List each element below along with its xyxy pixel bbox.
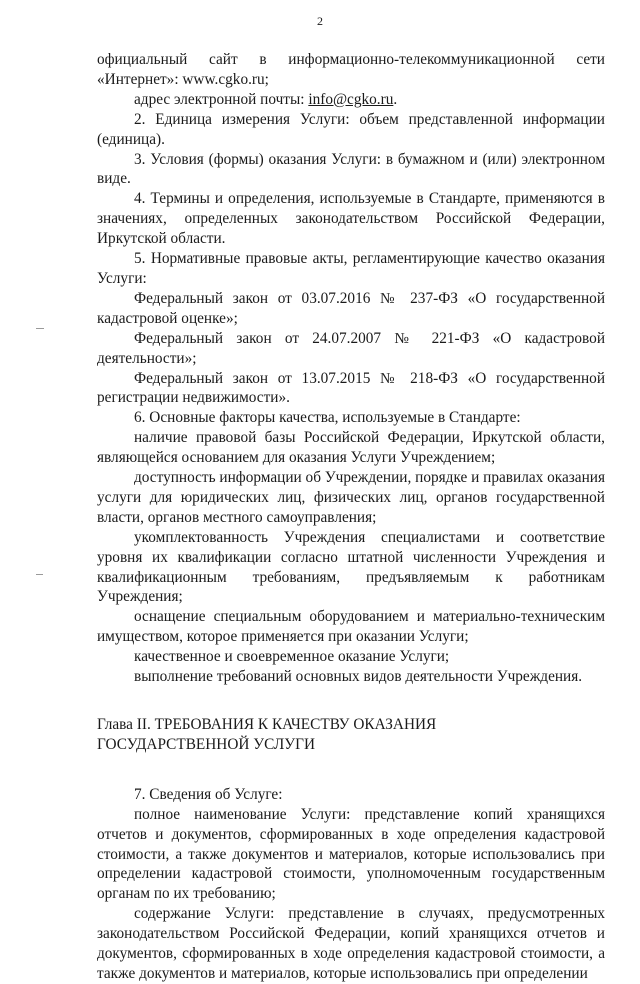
- email-label: адрес электронной почты:: [134, 90, 309, 108]
- chapter-heading-line2: ГОСУДАРСТВЕННОЙ УСЛУГИ: [97, 735, 316, 753]
- paragraph: 2. Единица измерения Услуги: объем представленной информации (единица).: [97, 110, 605, 148]
- paragraph: 4. Термины и определения, используемые в Стандарте, применяются в значениях, определенных законодательством Российской Федерации, Иркутской области.: [97, 190, 605, 248]
- margin-mark: [36, 574, 43, 575]
- chapter-heading: [97, 715, 605, 755]
- paragraph: качественное и своевременное оказание Услуги;: [134, 648, 450, 666]
- paragraph: Федеральный закон от 13.07.2015 № 218-ФЗ «О государственной регистрации недвижимости».: [97, 369, 605, 407]
- paragraph: доступность информации об Учреждении, порядке и правилах оказания услуги для юридических лиц, физических лиц, органов государственной власти, органов местного самоуправления;: [97, 469, 605, 526]
- paragraph: содержание Услуги: представление в случаях, предусмотренных законодательством Российской Федерации, копий хранящихся отчетов и документов, сформированных в ходе определения кадастровой стоимости, а также документов и материалов, которые использовались при определении: [97, 905, 605, 982]
- margin-mark: [36, 328, 44, 329]
- paragraph: полное наименование Услуги: представление копий хранящихся отчетов и документов, сформированных в ходе определения кадастровой стоимости, а также документов и материалов, которые использовались при определении кадастровой стоимости, уполномоченным государственным органам по их требованию;: [97, 805, 605, 903]
- paragraph: наличие правовой базы Российской Федерации, Иркутской области, являющейся основанием для оказания Услуги Учреждением;: [97, 429, 605, 467]
- document-body: [97, 50, 605, 984]
- paragraph: Федеральный закон от 24.07.2007 № 221-ФЗ «О кадастровой деятельности»;: [97, 329, 605, 367]
- paragraph-email: [97, 90, 605, 110]
- paragraph: 3. Условия (формы) оказания Услуги: в бумажном и (или) электронном виде.: [97, 150, 605, 188]
- paragraph: официальный сайт в информационно-телекоммуникационной сети «Интернет»: www.cgko.ru;: [97, 51, 605, 88]
- chapter-heading-line1: Глава II. ТРЕБОВАНИЯ К КАЧЕСТВУ ОКАЗАНИЯ: [97, 716, 437, 733]
- page-number: 2: [317, 14, 323, 28]
- paragraph: укомплектованность Учреждения специалистами и соответствие уровня их квалификации согласно штатной численности Учреждения и квалификационным требованиям, предъявляемым к работникам Учреждения;: [97, 528, 605, 606]
- paragraph: оснащение специальным оборудованием и материально-техническим имуществом, которое применяется при оказании Услуги;: [97, 608, 605, 646]
- paragraph: 7. Сведения об Услуге:: [134, 785, 283, 803]
- paragraph: 5. Нормативные правовые акты, регламентирующие качество оказания Услуги:: [97, 250, 605, 287]
- paragraph: 6. Основные факторы качества, используемые в Стандарте:: [134, 409, 521, 427]
- paragraph: выполнение требований основных видов деятельности Учреждения.: [134, 668, 583, 686]
- email-suffix: .: [393, 90, 398, 108]
- paragraph: Федеральный закон от 03.07.2016 № 237-ФЗ «О государственной кадастровой оценке»;: [97, 289, 605, 327]
- email-link[interactable]: info@cgko.ru: [308, 90, 394, 108]
